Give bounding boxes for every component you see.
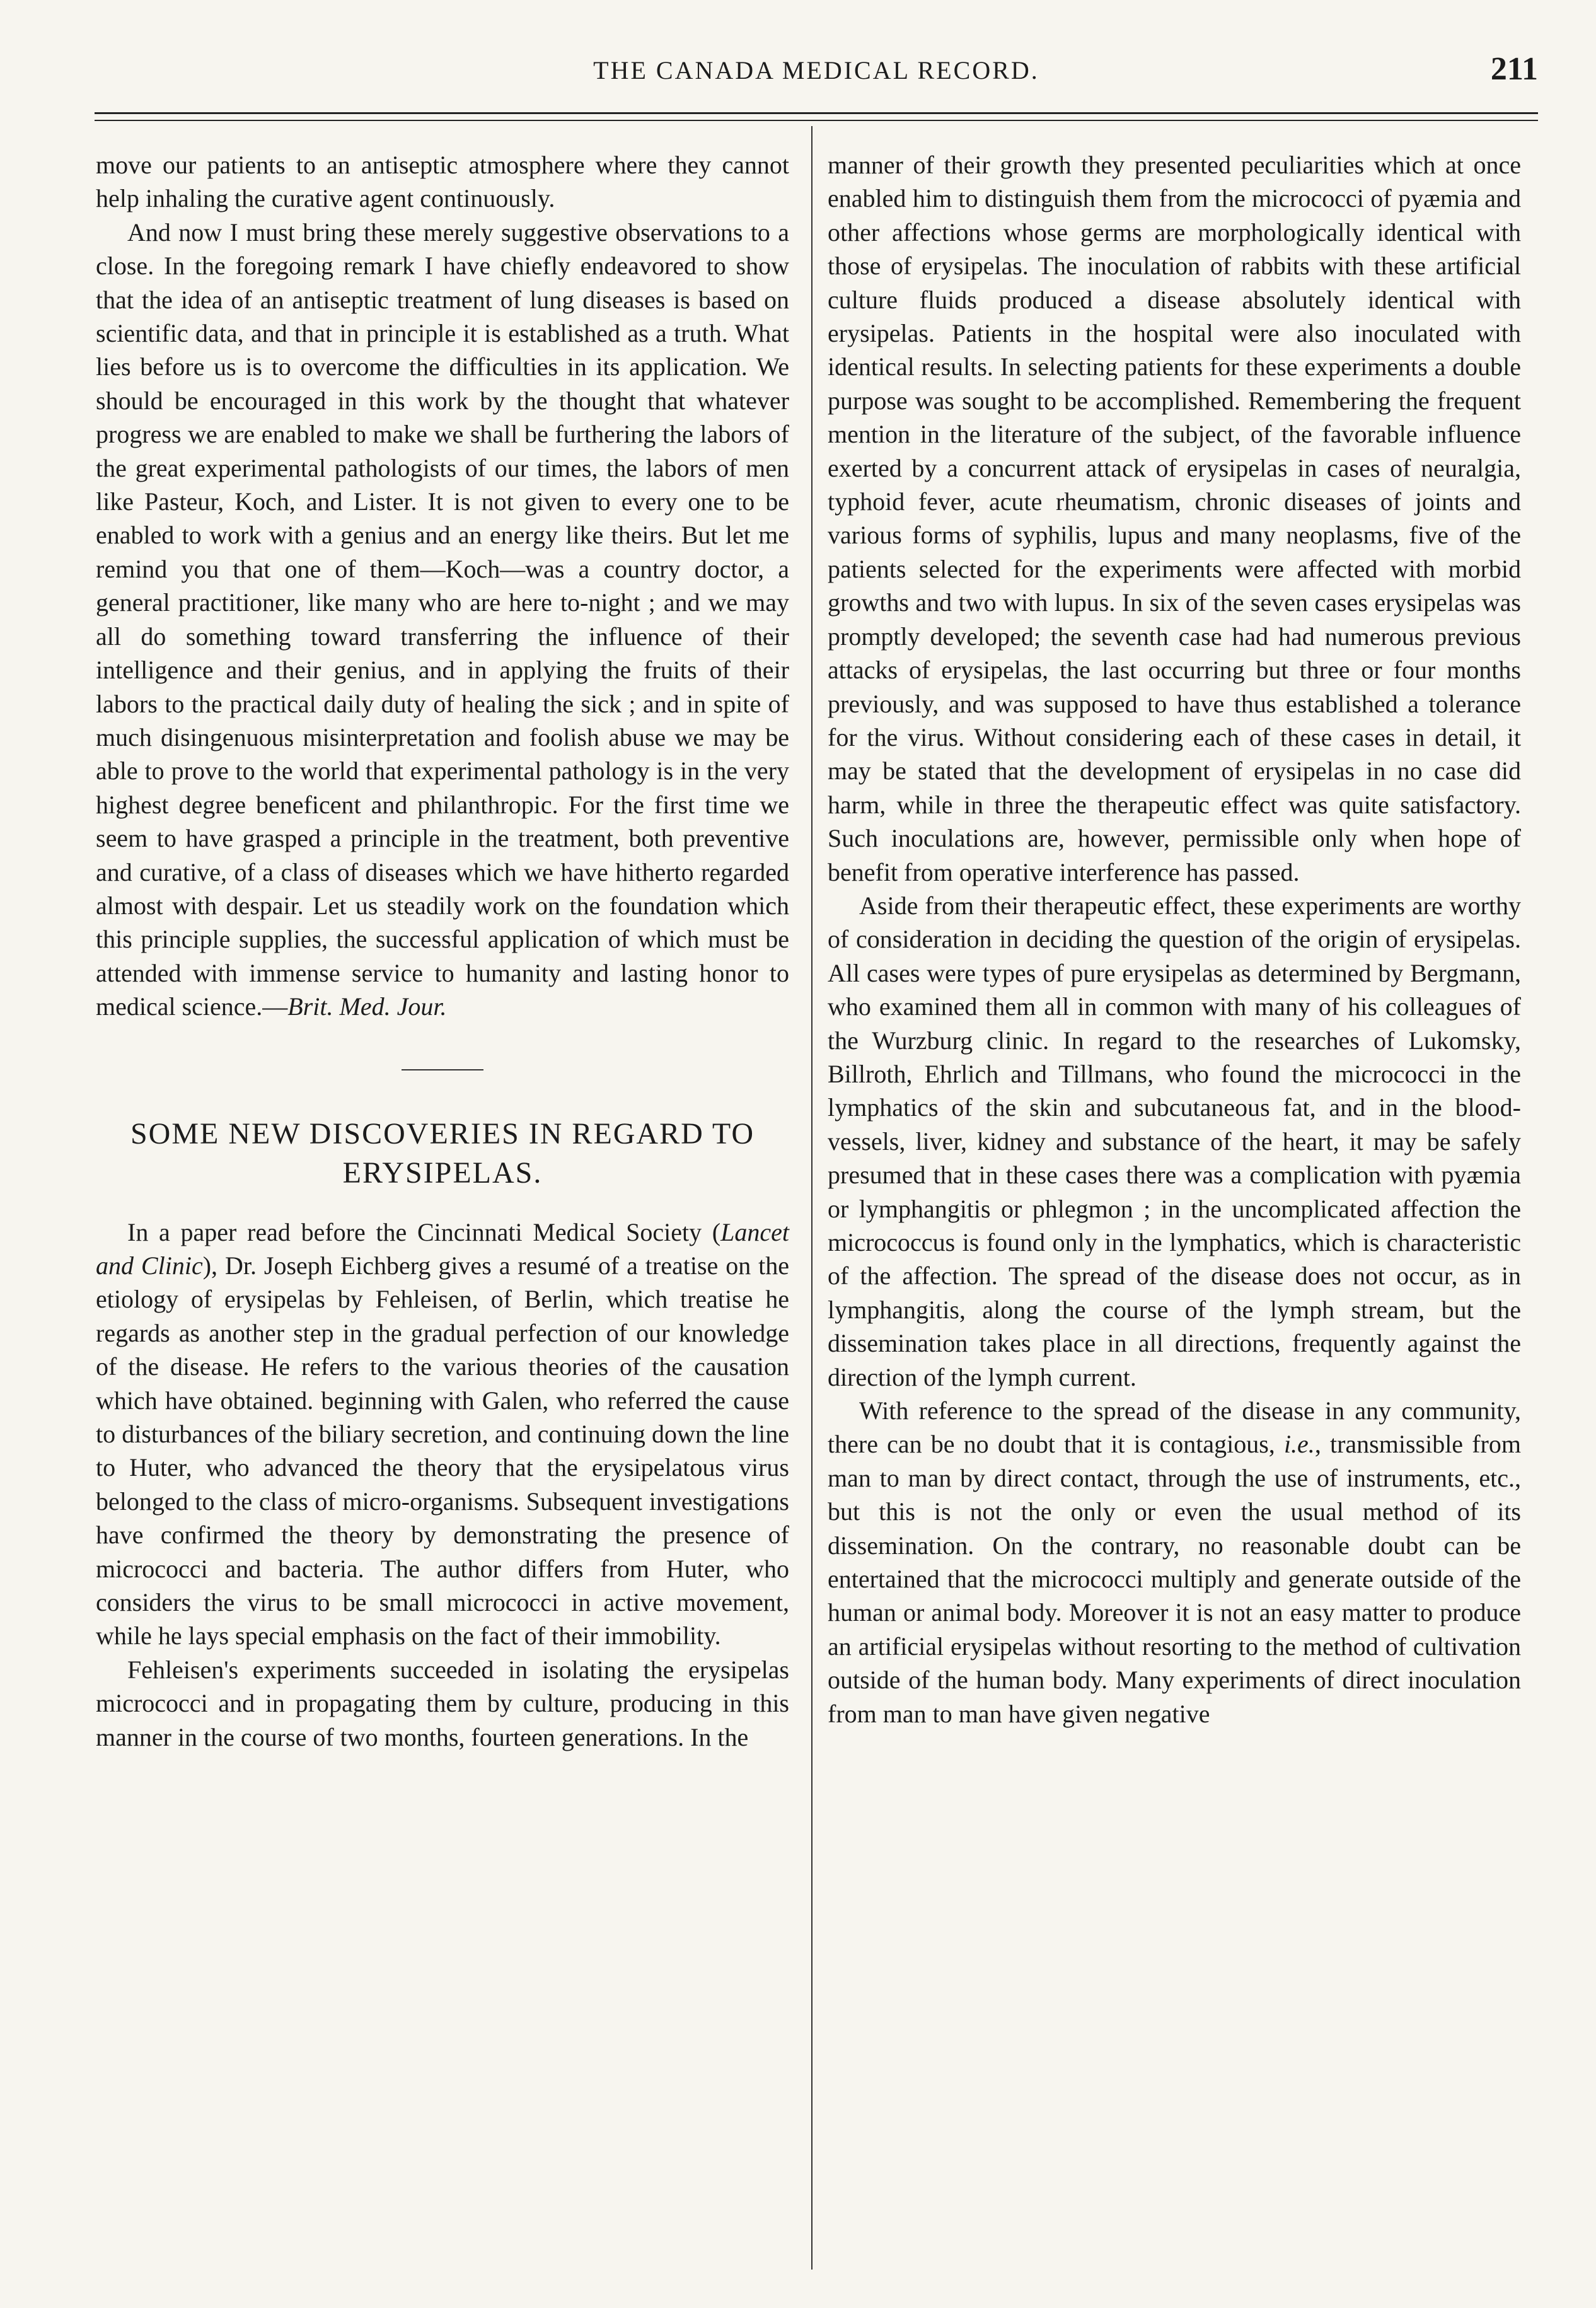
paragraph: Aside from their therapeutic effect, these experiments are worthy of consideration in deciding the question of the origin of erysipelas. All cases were types of pure erysipelas as determined by Bergmann, who examined them all in common with many of his colleagues of the Wurzburg clinic. In regard to the researches of Lukomsky, Billroth, Ehrlich and Tillmans, who found the micrococci in the lymphatics of the skin and subcutaneous fat, and in the blood-vessels, liver, kidney and substance of the heart, it may be safely presumed that in these cases there was a complication with pyæmia or lymphangitis or phlegmon ; in the uncomplicated affection the micrococcus is found only in the lymphatics, which is characteristic of the affection. The spread of the disease does not occur, as in lymphangitis, along the course of the lymph stream, but the dissemination takes place in all directions, frequently against the direction of the lymph current. xyxy=(828,891,1521,1391)
paragraph: manner of their growth they presented peculiarities which at once enabled him to distinguish them from the micrococci of pyæmia and other affections whose germs are morphologically identical with those of erysipelas. The inoculation of rabbits with these artificial culture fluids produced a disease absolutely identical with erysipelas. Patients in the hospital were also inoculated with identical results. In selecting patients for these experiments a double purpose was sought to be accomplished. Remembering the frequent mention in the literature of the subject, of the favorable influence exerted by a concurrent attack of erysipelas in cases of neuralgia, typhoid fever, acute rheumatism, chronic diseases of joints and various forms of syphilis, lupus and many neoplasms, five of the patients selected for the experiments were affected with morbid growths and two with lupus. In six of the seven cases erysipelas was promptly developed; the seventh case had had numerous previous attacks of erysipelas, the last occurring but three or four months previously, and was supposed to have thus established a tolerance for the virus. Without considering each of these cases in detail, it may be stated that the development of erysipelas in no case did harm, while in three the therapeutic effect was quite satisfactory. Such inoculations are, however, permissible only when hope of benefit from operative interference has passed. xyxy=(828,151,1521,886)
section-heading: SOME NEW DISCOVERIES IN REGARD TO ERYSIPELAS. xyxy=(130,1116,755,1190)
paragraph-text: And now I must bring these merely suggestive observations to a close. In the foregoing remark I have chiefly endeavored to show that the idea of an antiseptic treatment of lung diseases is based on scientific data, and that in principle it is established as a truth. What lies before us is to overcome the difficulties in its application. We should be encouraged in this work by the thought that whatever progress we are enabled to make we shall be furthering the labors of the great experimental pathologists of our times, the labors of men like Pasteur, Koch, and Lister. It is not given to every one to be enabled to work with a genius and an energy like theirs. But let me remind you that one of them—Koch—was a country doctor, a general practitioner, like many who are here to-night ; and we may all do something toward transferring the influence of their intelligence and their genius, and in applying the fruits of their labors to the practical daily duty of healing the sick ; and in spite of much disingenuous misinterpretation and foolish abuse we may be able to prove to the world that experimental pathology is in the very highest degree beneficent and philanthropic. For the first time we seem to have grasped a principle in the treatment, both preventive and curative, of a class of diseases which we have hitherto regarded almost with despair. Let us steadily work on the foundation which this principle supplies, the successful application of which must be attended with immense service to humanity and lasting honor to medical science.— xyxy=(96,217,789,1021)
source-citation: Brit. Med. Jour. xyxy=(287,992,447,1021)
column-divider xyxy=(811,126,812,2270)
source-citation: Lancet and Clinic xyxy=(96,1217,789,1280)
paragraph xyxy=(828,1394,1521,1731)
abbreviation: i.e. xyxy=(1283,1430,1315,1459)
header-rule-top xyxy=(95,112,1538,114)
page-number: 211 xyxy=(1490,51,1538,87)
paragraph xyxy=(96,1215,789,1653)
left-column xyxy=(96,148,789,1754)
paragraph xyxy=(96,216,789,1024)
paragraph-text: With reference to the spread of the disease in any community, there can be no doubt that it is contagious, xyxy=(828,1396,1521,1459)
running-head: THE CANADA MEDICAL RECORD. xyxy=(593,56,1039,84)
paragraph-text: , transmissible from man to man by direct contact, through the use of instruments, etc., but this is not the only or even the usual method of its dissemination. On the contrary, no reasonable doubt can be entertained that the micrococci multiply and generate outside of the human or animal body. Moreover it is not an easy matter to produce an artificial erysipelas without resorting to the method of cultivation outside of the human body. Many experiments of direct inoculation from man to man have given negative xyxy=(828,1430,1521,1728)
page-header xyxy=(95,50,1538,95)
paragraph-text: ), Dr. Joseph Eichberg gives a resumé of a treatise on the etiology of erysipelas by Fehleisen, of Berlin, which treatise he regards as another step in the gradual perfection of our knowledge of the disease. He refers to the various theories of the causation which have obtained. beginning with Galen, who referred the cause to disturbances of the biliary secretion, and continuing down the line to Huter, who advanced the theory that the erysipelatous virus belonged to the class of micro-organisms. Subsequent investigations have confirmed the theory by demonstrating the presence of micrococci and bacteria. The author differs from Huter, who considers the virus to be small micrococci in active movement, while he lays special emphasis on the fact of their immobility. xyxy=(96,1251,790,1650)
right-column xyxy=(828,148,1521,1731)
paragraph: move our patients to an antiseptic atmosphere where they cannot help inhaling the curative agent continuously. xyxy=(96,151,789,213)
section-separator xyxy=(402,1069,483,1070)
paragraph: Fehleisen's experiments succeeded in isolating the erysipelas micrococci and in propagating them by culture, producing in this manner in the course of two months, fourteen generations. In the xyxy=(96,1655,789,1751)
header-rule-bottom xyxy=(95,120,1538,121)
paragraph-text: In a paper read before the Cincinnati Medical Society ( xyxy=(127,1217,721,1246)
